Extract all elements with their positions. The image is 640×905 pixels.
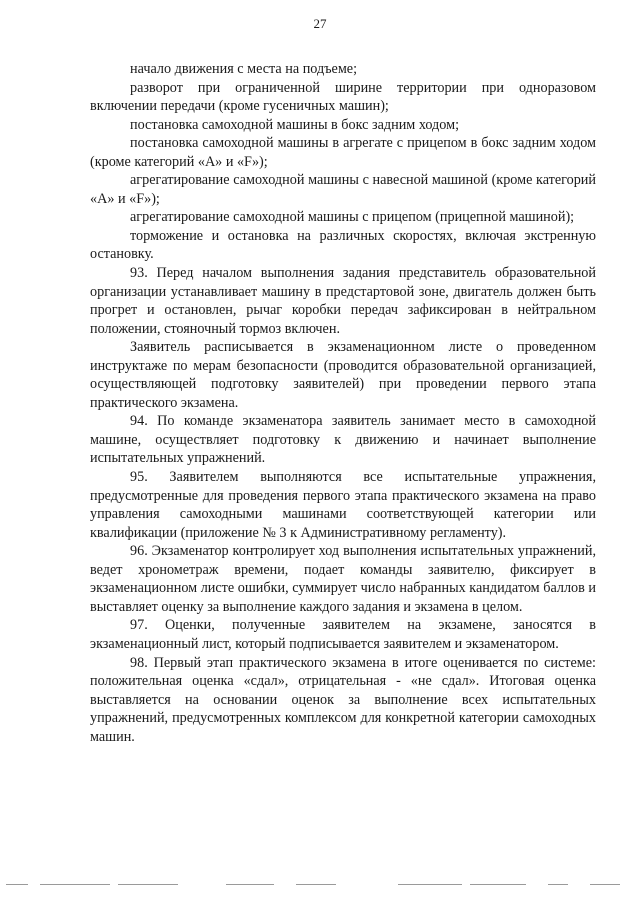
scan-edge-artifacts: [0, 884, 640, 888]
paragraph-item-95: 95. Заявителем выполняются все испытательные упражнения, предусмотренные для проведения первого этапа практического экзамена на право управления самоходными машинами соответствующей категории или квалификации (приложение № 3 к Административному регламенту).: [90, 469, 596, 541]
paragraph-list-item: торможение и остановка на различных скоростях, включая экстренную остановку.: [90, 227, 596, 263]
paragraph-item-96: 96. Экзаменатор контролирует ход выполнения испытательных упражнений, ведет хронометраж времени, подает команды заявителю, фиксирует в экзаменационном листе ошибки, суммирует число набранных кандидатом баллов и выставляет оценку за выполнение каждого задания и экзамена в целом.: [90, 543, 596, 615]
paragraph-list-item: начало движения с места на подъеме;: [130, 61, 358, 77]
paragraph-list-item: агрегатирование самоходной машины с навесной машиной (кроме категорий «A» и «F»);: [90, 172, 596, 207]
paragraph-list-item: разворот при ограниченной ширине территории при одноразовом включении передачи (кроме гусеничных машин);: [90, 79, 596, 115]
page-number: 27: [313, 16, 327, 31]
paragraph-item-94: 94. По команде экзаменатора заявитель занимает место в самоходной машине, осуществляет подготовку к движению и начинает выполнение испытательных упражнений.: [90, 413, 596, 467]
paragraph-item-97: 97. Оценки, полученные заявителем на экзамене, заносятся в экзаменационный лист, который подписывается заявителем и экзаменатором.: [90, 617, 596, 652]
paragraph-list-item: постановка самоходной машины в бокс задним ходом;: [130, 116, 460, 133]
document-body: [90, 60, 596, 746]
paragraph-list-item: постановка самоходной машины в агрегате с прицепом в бокс задним ходом (кроме категорий «A» и «F»);: [90, 135, 596, 170]
paragraph-item-93: 93. Перед началом выполнения задания представитель образовательной организации устанавливает машину в предстартовой зоне, двигатель должен быть прогрет и остановлен, рычаг коробки передач зафиксирован в нейтральном положении, стояночный тормоз включен.: [90, 265, 596, 337]
paragraph-item-98: 98. Первый этап практического экзамена в итоге оценивается по системе: положительная оценка «сдал», отрицательная - «не сдал». Итоговая оценка выставляется на основании оценок за выполнение всех испытательных упражнений, предусмотренных комплексом для конкретной категории самоходных машин.: [90, 654, 596, 745]
paragraph-list-item: агрегатирование самоходной машины с прицепом (прицепной машиной);: [130, 209, 575, 226]
paragraph-signature-note: Заявитель расписывается в экзаменационном листе о проведенном инструктаже по мерам безопасности (проводится образовательной организацией, осуществляющей подготовку заявителей) при проведении первого этапа практического экзамена.: [90, 339, 596, 411]
